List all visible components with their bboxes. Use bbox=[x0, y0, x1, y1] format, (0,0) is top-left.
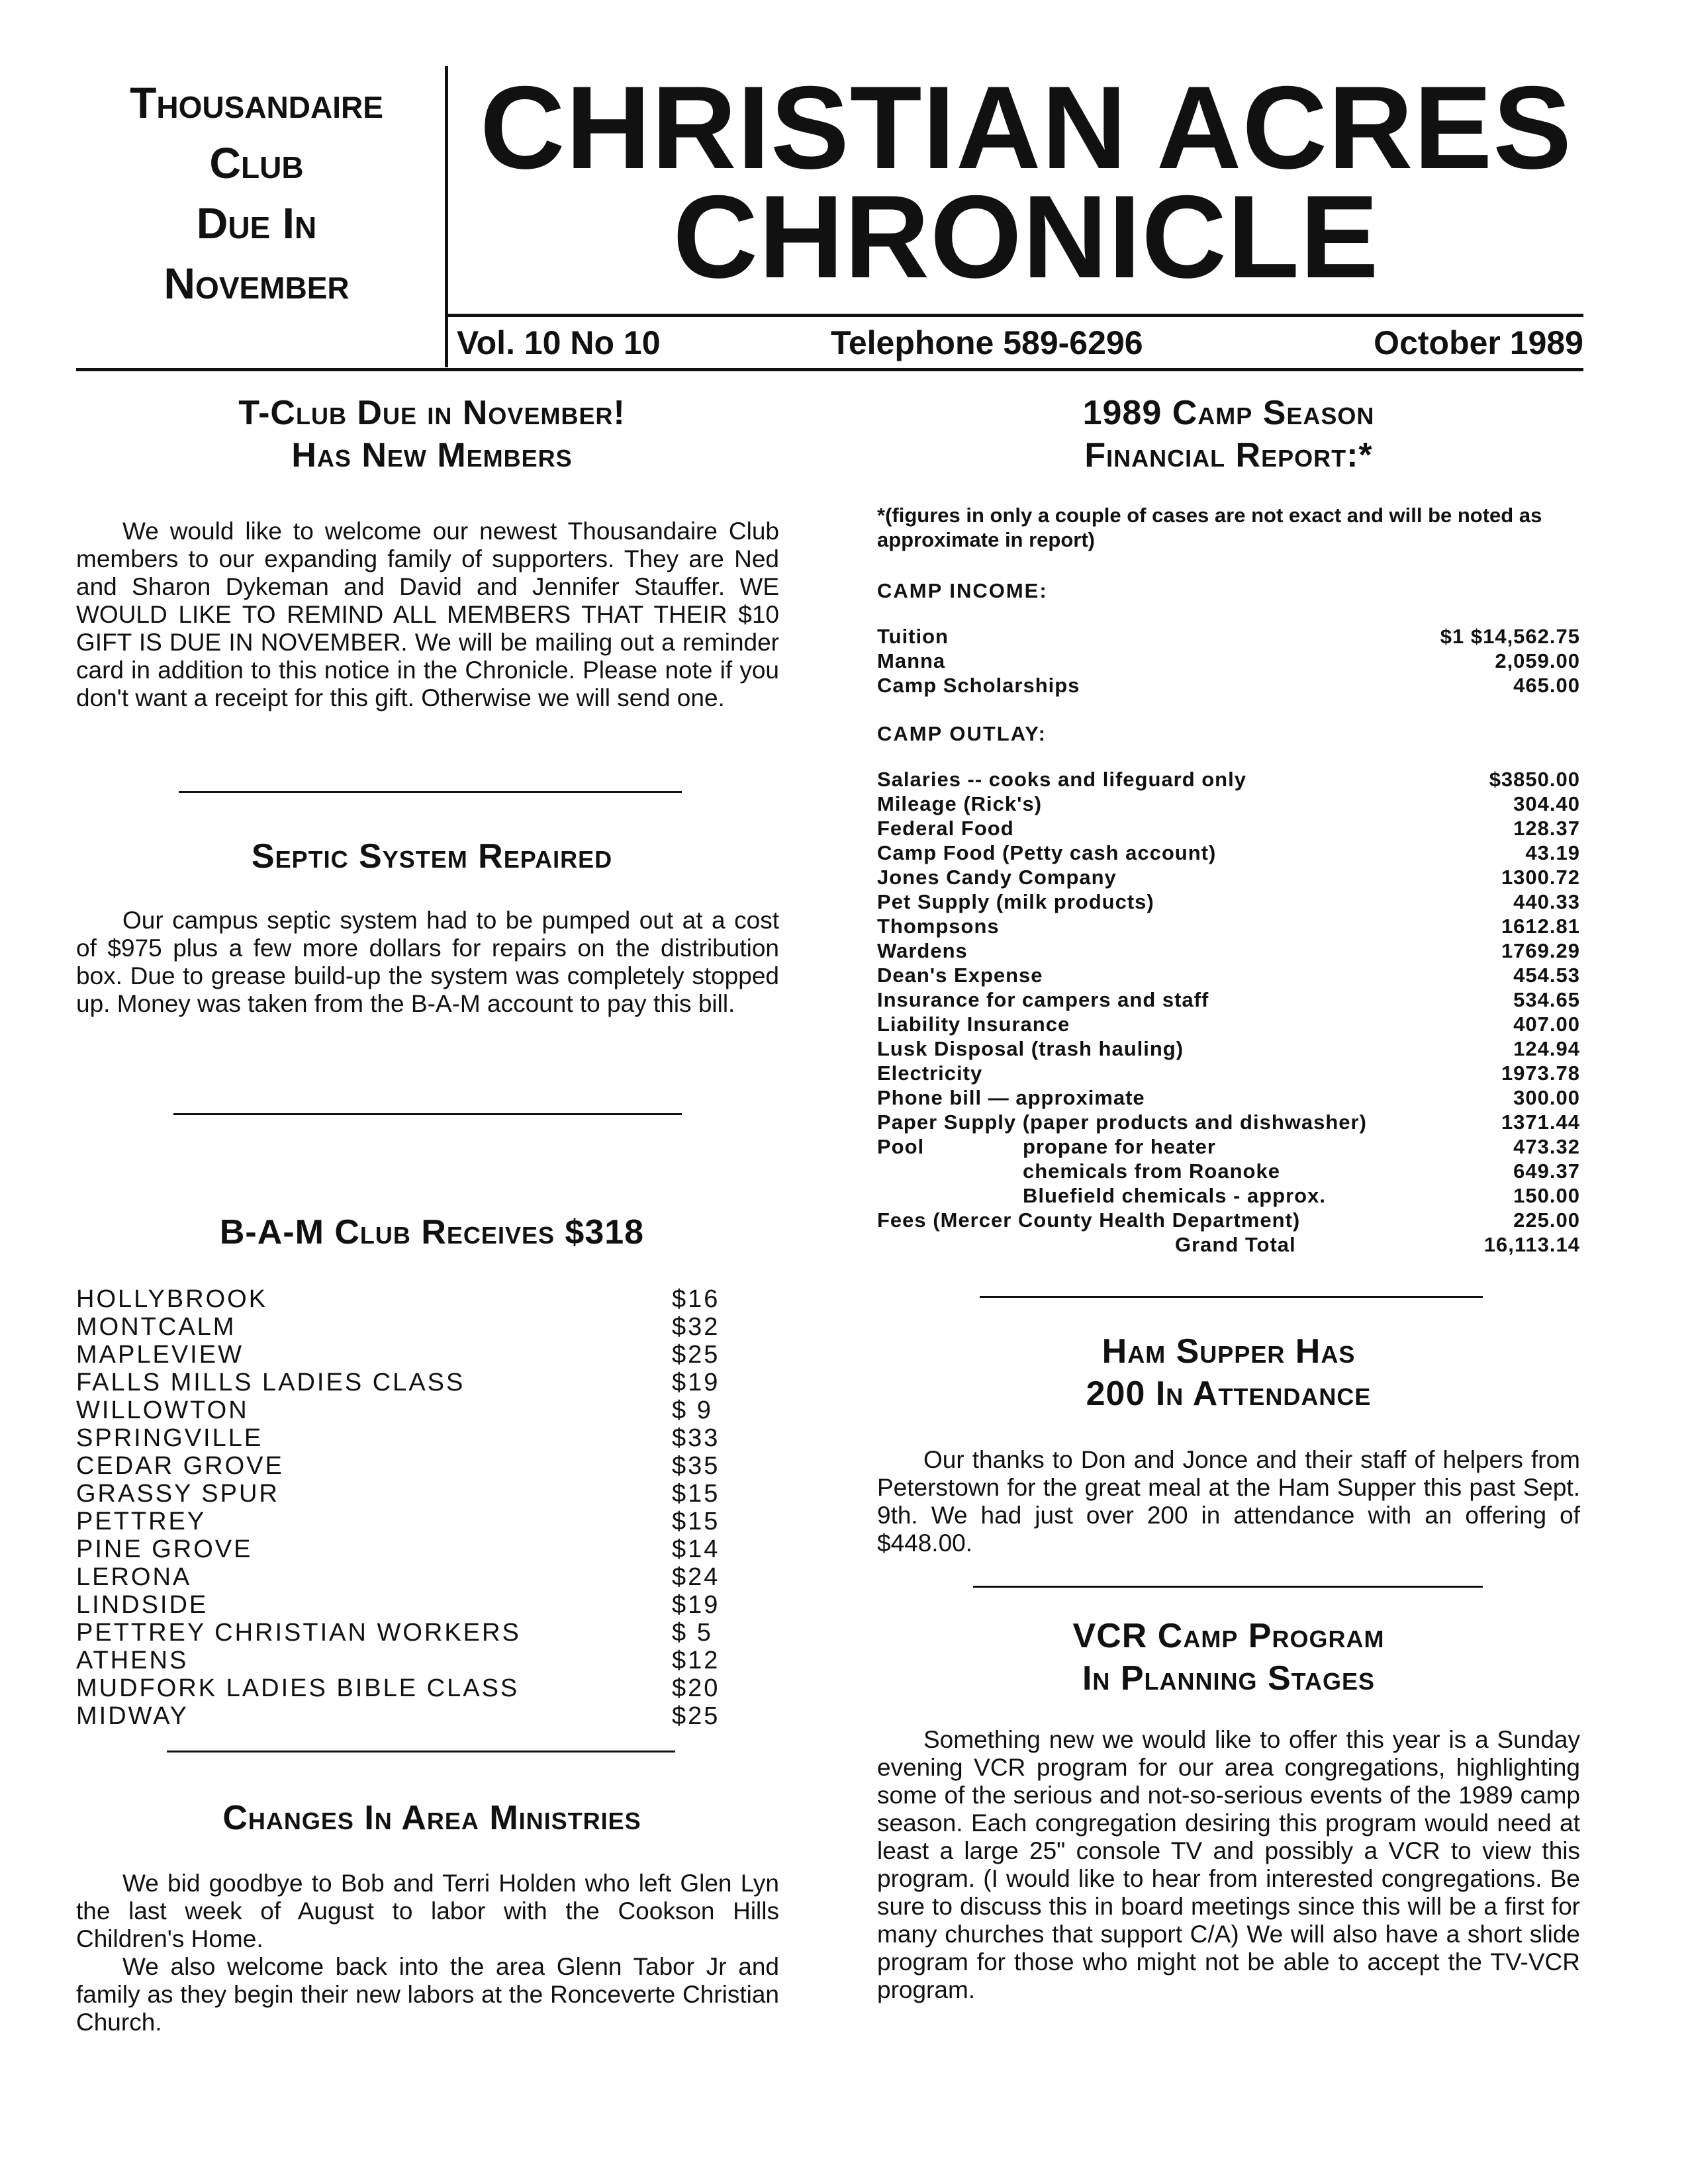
bam-amount: $20 bbox=[672, 1674, 720, 1702]
outlay-row bbox=[877, 767, 1580, 792]
bam-church-row bbox=[76, 1341, 731, 1369]
outlay-label: Wardens bbox=[877, 939, 968, 962]
headline-line: Ham Supper Has bbox=[1102, 1332, 1356, 1371]
septic-article bbox=[76, 907, 779, 1018]
outlay-label: Phone bill — approximate bbox=[877, 1086, 1145, 1109]
ham-headline bbox=[877, 1330, 1580, 1415]
outlay-amount: 534.65 bbox=[1513, 988, 1580, 1011]
outlay-row bbox=[877, 865, 1580, 889]
outlay-row bbox=[877, 1061, 1580, 1085]
bam-amount: $35 bbox=[672, 1452, 720, 1480]
bam-amount: $19 bbox=[672, 1369, 720, 1396]
bam-church-label: ATHENS bbox=[76, 1647, 189, 1674]
telephone-number: Telephone 589-6296 bbox=[831, 324, 1143, 361]
outlay-amount: 128.37 bbox=[1513, 817, 1580, 840]
section-divider bbox=[167, 1751, 675, 1752]
pool-item-label: chemicals from Roanoke bbox=[1023, 1160, 1280, 1183]
pool-item-row bbox=[877, 1183, 1580, 1208]
income-list bbox=[877, 624, 1580, 698]
newsletter-title bbox=[457, 62, 1595, 302]
income-amount: 2,059.00 bbox=[1495, 649, 1580, 672]
bam-church-row bbox=[76, 1396, 731, 1424]
bam-church-row bbox=[76, 1424, 731, 1452]
bam-amount: $24 bbox=[672, 1563, 720, 1591]
thousandaire-club-notice bbox=[76, 73, 437, 314]
bam-amount: $ 9 bbox=[672, 1396, 713, 1424]
bam-headline: B-A-M Club Receives $318 bbox=[219, 1213, 645, 1251]
ministries-article bbox=[76, 1870, 779, 2036]
outlay-amount: 43.19 bbox=[1525, 841, 1580, 864]
tclub-headline bbox=[76, 392, 788, 477]
pool-item-amount: 473.32 bbox=[1513, 1135, 1580, 1158]
outlay-row bbox=[877, 792, 1580, 816]
fees-label: Fees (Mercer County Health Department) bbox=[877, 1208, 1301, 1232]
headline-line: Financial Report:* bbox=[1084, 436, 1373, 475]
bam-church-row bbox=[76, 1619, 731, 1647]
club-notice-line: November bbox=[164, 259, 350, 308]
pool-item-row bbox=[877, 1159, 1580, 1183]
outlay-amount: $3850.00 bbox=[1489, 768, 1580, 791]
headline-line: 1989 Camp Season bbox=[1082, 394, 1375, 432]
bam-church-label: MAPLEVIEW bbox=[76, 1341, 244, 1369]
bam-church-row bbox=[76, 1647, 731, 1674]
pool-item-label: Bluefield chemicals - approx. bbox=[1023, 1184, 1326, 1207]
bam-church-label: GRASSY SPUR bbox=[76, 1480, 279, 1508]
outlay-amount: 1300.72 bbox=[1501, 866, 1580, 889]
outlay-amount: 1973.78 bbox=[1501, 1062, 1580, 1085]
income-heading: CAMP INCOME: bbox=[877, 579, 1048, 602]
outlay-row bbox=[877, 1012, 1580, 1036]
section-divider bbox=[173, 1113, 682, 1115]
bam-church-label: PINE GROVE bbox=[76, 1535, 253, 1563]
septic-body: Our campus septic system had to be pumped out at a cost of $975 plus a few more dollars for repairs on the distribution box. Due to grease build-up the system was completely stopped up. Money was taken from the B-A-M account to pay this bill. bbox=[76, 907, 779, 1017]
bam-church-row bbox=[76, 1285, 731, 1313]
vcr-headline bbox=[877, 1615, 1580, 1700]
grand-total-label: Grand Total bbox=[1175, 1233, 1296, 1256]
bam-church-label: CEDAR GROVE bbox=[76, 1452, 284, 1480]
outlay-amount: 300.00 bbox=[1513, 1086, 1580, 1109]
income-label: Tuition bbox=[877, 625, 949, 648]
income-amount: 465.00 bbox=[1513, 674, 1580, 697]
outlay-amount: 454.53 bbox=[1513, 964, 1580, 987]
outlay-label: Insurance for campers and staff bbox=[877, 988, 1209, 1011]
outlay-row bbox=[877, 963, 1580, 987]
income-amount: $1 $14,562.75 bbox=[1440, 625, 1580, 648]
bam-church-row bbox=[76, 1452, 731, 1480]
bam-church-row bbox=[76, 1480, 731, 1508]
club-notice-line: Club bbox=[209, 138, 304, 187]
ham-article bbox=[877, 1446, 1580, 1557]
outlay-row bbox=[877, 1110, 1580, 1134]
bam-church-label: SPRINGVILLE bbox=[76, 1424, 263, 1452]
outlay-label: Federal Food bbox=[877, 817, 1014, 840]
club-notice-line: Thousandaire bbox=[130, 78, 383, 127]
outlay-row bbox=[877, 914, 1580, 938]
headline-line: T-Club Due in November! bbox=[238, 394, 626, 432]
outlay-amount: 304.40 bbox=[1513, 792, 1580, 815]
financial-report bbox=[877, 503, 1580, 1257]
outlay-amount: 1612.81 bbox=[1501, 915, 1580, 938]
tclub-body: We would like to welcome our newest Thousandaire Club members to our expanding family of supporters. They are Ned and Sharon Dykeman and David and Jennifer Stauffer. WE WOULD LIKE TO REMIND ALL MEMBERS THAT THEIR $10 GIFT IS DUE IN NOVEMBER. We will be mailing out a reminder card in addition to this notice in the Chronicle. Please note if you don't want a receipt for this gift. Otherwise we will send one. bbox=[76, 518, 779, 711]
section-divider bbox=[179, 791, 682, 793]
ministries-headline: Changes In Area Ministries bbox=[222, 1799, 641, 1837]
fees-row bbox=[877, 1208, 1580, 1232]
issue-date: October 1989 bbox=[1374, 324, 1583, 361]
bam-church-label: PETTREY bbox=[76, 1508, 207, 1535]
bam-amount: $16 bbox=[672, 1285, 720, 1313]
outlay-label: Camp Food (Petty cash account) bbox=[877, 841, 1217, 864]
bam-amount: $15 bbox=[672, 1480, 720, 1508]
income-row bbox=[877, 624, 1580, 649]
section-divider bbox=[980, 1296, 1483, 1298]
bam-amount: $12 bbox=[672, 1647, 720, 1674]
finance-note: *(figures in only a couple of cases are not exact and will be noted as approximate in report) bbox=[877, 504, 1542, 551]
bam-church-label: LINDSIDE bbox=[76, 1591, 209, 1619]
title-line: CHRONICLE bbox=[673, 171, 1380, 302]
headline-line: VCR Camp Program bbox=[1072, 1617, 1385, 1655]
bam-church-row bbox=[76, 1563, 731, 1591]
outlay-row bbox=[877, 841, 1580, 865]
bam-church-row bbox=[76, 1674, 731, 1702]
bam-church-label: WILLOWTON bbox=[76, 1396, 249, 1424]
outlay-amount: 1371.44 bbox=[1501, 1111, 1580, 1134]
masthead-rule-top bbox=[445, 314, 1583, 317]
bam-church-row bbox=[76, 1591, 731, 1619]
bam-contributions-list bbox=[76, 1285, 731, 1730]
bam-church-row bbox=[76, 1369, 731, 1396]
outlay-amount: 124.94 bbox=[1513, 1037, 1580, 1060]
pool-list bbox=[877, 1134, 1580, 1208]
bam-church-row bbox=[76, 1535, 731, 1563]
fees-amount: 225.00 bbox=[1513, 1208, 1580, 1232]
outlay-row bbox=[877, 1085, 1580, 1110]
septic-headline: Septic System Repaired bbox=[251, 837, 613, 876]
pool-item-amount: 150.00 bbox=[1513, 1184, 1580, 1207]
outlay-label: Thompsons bbox=[877, 915, 1000, 938]
outlay-row bbox=[877, 938, 1580, 963]
outlay-label: Lusk Disposal (trash hauling) bbox=[877, 1037, 1184, 1060]
bam-church-label: FALLS MILLS LADIES CLASS bbox=[76, 1369, 465, 1396]
outlay-label: Mileage (Rick's) bbox=[877, 792, 1043, 815]
bam-amount: $33 bbox=[672, 1424, 720, 1452]
outlay-label: Pet Supply (milk products) bbox=[877, 890, 1154, 913]
pool-label: Pool bbox=[877, 1135, 925, 1158]
outlay-row bbox=[877, 816, 1580, 841]
ministries-para: We also welcome back into the area Glenn Tabor Jr and family as they begin their new labors at the Ronceverte Christian Church. bbox=[76, 1953, 779, 2036]
outlay-amount: 407.00 bbox=[1513, 1013, 1580, 1036]
bam-church-label: LERONA bbox=[76, 1563, 192, 1591]
masthead-vertical-rule bbox=[445, 66, 448, 367]
outlay-label: Paper Supply (paper products and dishwasher) bbox=[877, 1111, 1367, 1134]
bam-amount: $25 bbox=[672, 1702, 720, 1730]
bam-church-label: MIDWAY bbox=[76, 1702, 189, 1730]
grand-total-amount: 16,113.14 bbox=[1483, 1233, 1580, 1256]
outlay-row bbox=[877, 889, 1580, 914]
vcr-body: Something new we would like to offer this year is a Sunday evening VCR program for our area congregations, highlighting some of the serious and not-so-serious events of the 1989 camp season. Each congregation desiring this program would need at least a large 25" console TV and possibly a VCR to view this program. (I would like to hear from interested congregations. Be sure to discuss this in board meetings since this will be a first for many churches that support C/A) We will also have a short slide program for those who might not be able to accept the TV-VCR program. bbox=[877, 1726, 1580, 2003]
masthead-rule-bottom bbox=[76, 368, 1583, 371]
ministries-para: We bid goodbye to Bob and Terri Holden who left Glen Lyn the last week of August to labor with the Cookson Hills Children's Home. bbox=[76, 1870, 779, 1952]
club-notice-line: Due In bbox=[196, 199, 317, 248]
bam-amount: $15 bbox=[672, 1508, 720, 1535]
pool-item-label: propane for heater bbox=[1023, 1135, 1216, 1158]
outlay-label: Electricity bbox=[877, 1062, 983, 1085]
bam-amount: $32 bbox=[672, 1313, 720, 1341]
tclub-article bbox=[76, 518, 779, 712]
section-divider bbox=[973, 1586, 1483, 1588]
outlay-heading: CAMP OUTLAY: bbox=[877, 722, 1047, 745]
bam-church-label: MONTCALM bbox=[76, 1313, 236, 1341]
bam-church-row bbox=[76, 1702, 731, 1730]
income-label: Manna bbox=[877, 649, 946, 672]
bam-amount: $ 5 bbox=[672, 1619, 713, 1647]
outlay-label: Dean's Expense bbox=[877, 964, 1043, 987]
headline-line: In Planning Stages bbox=[1082, 1659, 1376, 1698]
headline-line: Has New Members bbox=[291, 436, 573, 475]
bam-church-row bbox=[76, 1313, 731, 1341]
pool-item-row bbox=[877, 1134, 1580, 1159]
outlay-row bbox=[877, 1036, 1580, 1061]
bam-church-label: MUDFORK LADIES BIBLE CLASS bbox=[76, 1674, 520, 1702]
bam-church-label: PETTREY CHRISTIAN WORKERS bbox=[76, 1619, 521, 1647]
vcr-article bbox=[877, 1726, 1580, 2004]
outlay-label: Salaries -- cooks and lifeguard only bbox=[877, 768, 1246, 791]
bam-church-row bbox=[76, 1508, 731, 1535]
bam-church-label: HOLLYBROOK bbox=[76, 1285, 268, 1313]
bam-amount: $25 bbox=[672, 1341, 720, 1369]
bam-amount: $14 bbox=[672, 1535, 720, 1563]
bam-amount: $19 bbox=[672, 1591, 720, 1619]
outlay-amount: 1769.29 bbox=[1501, 939, 1580, 962]
outlay-amount: 440.33 bbox=[1513, 890, 1580, 913]
income-label: Camp Scholarships bbox=[877, 674, 1080, 697]
headline-line: 200 In Attendance bbox=[1086, 1375, 1372, 1413]
outlay-label: Liability Insurance bbox=[877, 1013, 1070, 1036]
finance-headline bbox=[877, 392, 1580, 477]
grand-total-row bbox=[877, 1232, 1580, 1257]
pool-item-amount: 649.37 bbox=[1513, 1160, 1580, 1183]
outlay-label: Jones Candy Company bbox=[877, 866, 1117, 889]
outlay-row bbox=[877, 987, 1580, 1012]
title-line: CHRISTIAN ACRES bbox=[479, 62, 1573, 193]
ham-body: Our thanks to Don and Jonce and their staff of helpers from Peterstown for the great meal at the Ham Supper this past Sept. 9th. We had just over 200 in attendance with an offering of $448.00. bbox=[877, 1446, 1580, 1557]
outlay-list bbox=[877, 767, 1580, 1134]
income-row bbox=[877, 649, 1580, 673]
volume-number: Vol. 10 No 10 bbox=[457, 324, 661, 361]
income-row bbox=[877, 673, 1580, 698]
